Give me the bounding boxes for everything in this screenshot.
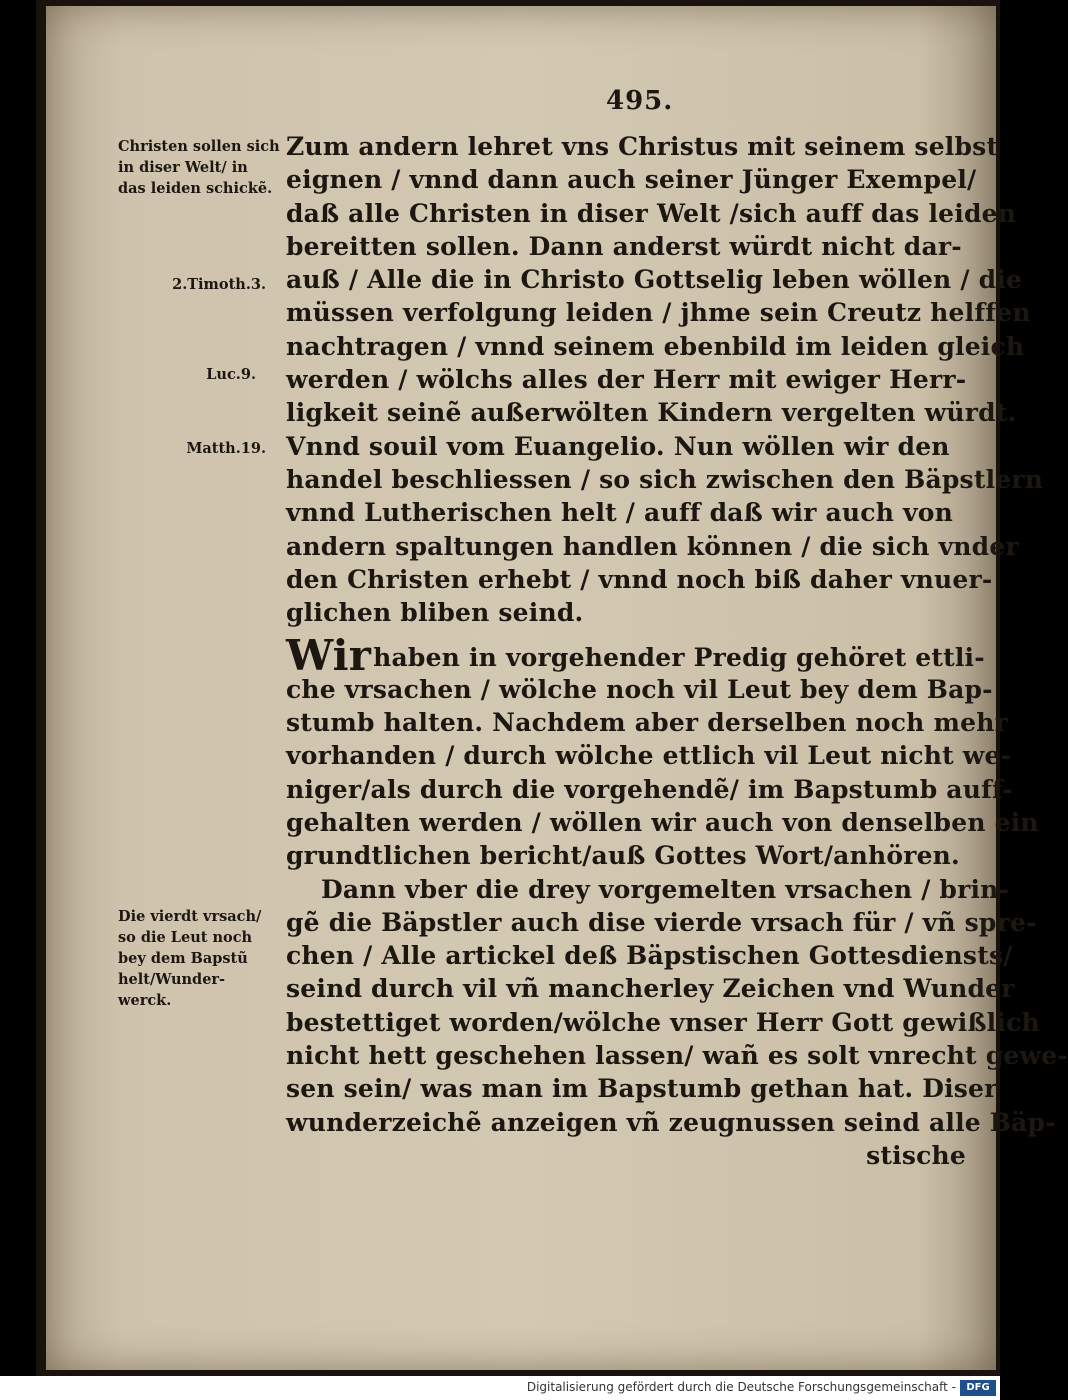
marginal-ref-timoth: 2.Timoth.3. <box>172 276 266 293</box>
text-line: haben in vorgehender Predig gehöret ettli- <box>373 643 985 673</box>
page-number: 495. <box>606 86 674 116</box>
text-line: wunderzeichẽ anzeigen vñ zeugnussen seind alle Bäp- <box>286 1107 1056 1137</box>
text-line: eignen / vnnd dann auch seiner Jünger Exempel/ <box>286 165 977 195</box>
text-line: auß / Alle die in Christo Gottselig leben wöllen / die <box>286 265 1023 295</box>
text-line: nicht hett geschehen lassen/ wañ es solt vnrecht gewe- <box>286 1041 1068 1071</box>
text-line: Dann vber die drey vorgemelten vrsachen / brin- <box>321 874 1010 904</box>
text-line: bereitten sollen. Dann anderst würdt nicht dar- <box>286 231 962 261</box>
marginal-line: bey dem Bapstũ <box>118 950 248 967</box>
text-line: den Christen erhebt / vnnd noch biß daher vnuer- <box>286 564 993 594</box>
marginal-line: Die vierdt vrsach/ <box>118 908 262 925</box>
marginal-line: helt/Wunder- <box>118 971 226 988</box>
text-line: glichen bliben seind. <box>286 598 584 628</box>
text-line: grundtlichen bericht/auß Gottes Wort/anhören. <box>286 841 960 871</box>
drop-initial: Wir <box>286 631 372 681</box>
marginal-line: in diser Welt/ in <box>118 159 248 176</box>
text-line: vorhanden / durch wölche ettlich vil Leut nicht we- <box>286 741 1012 771</box>
text-line: niger/als durch die vorgehendẽ/ im Bapstumb auff- <box>286 774 1013 804</box>
text-line: Vnnd souil vom Euangelio. Nun wöllen wir den <box>286 431 950 461</box>
marginal-line: das leiden schickẽ. <box>118 180 273 197</box>
footer-bar <box>0 1376 1000 1400</box>
marginal-line: so die Leut noch <box>118 929 253 946</box>
text-line: stumb halten. Nachdem aber derselben noch mehr <box>286 708 1008 738</box>
text-line: ligkeit seinẽ außerwölten Kindern vergelten würdt. <box>286 398 1017 428</box>
text-line: vnnd Lutherischen helt / auff daß wir auch von <box>286 498 953 528</box>
text-line: seind durch vil vñ mancherley Zeichen vnd Wunder <box>286 974 1015 1004</box>
marginal-line: Christen sollen sich <box>118 138 280 155</box>
text-line: Zum andern lehret vns Christus mit seinem selbst <box>286 132 999 161</box>
text-line: bestettiget worden/wölche vnser Herr Gott gewißlich <box>286 1007 1040 1037</box>
text-line: werden / wölchs alles der Herr mit ewiger Herr- <box>286 365 967 395</box>
funding-credit: Digitalisierung gefördert durch die Deutsche Forschungsgemeinschaft - <box>526 1380 956 1394</box>
text-line: gẽ die Bäpstler auch dise vierde vrsach für / vñ spre- <box>286 907 1037 937</box>
text-line: che vrsachen / wölche noch vil Leut bey dem Bap- <box>286 674 993 704</box>
scan-frame <box>36 0 1068 1376</box>
marginal-note-vierdt-vrsach <box>118 906 288 1011</box>
text-line: müssen verfolgung leiden / jhme sein Creutz helffen <box>286 298 1031 328</box>
dfg-logo: DFG <box>960 1380 996 1396</box>
body-text <box>286 130 1068 1172</box>
marginal-ref-matth: Matth.19. <box>186 440 266 457</box>
book-page <box>46 6 1068 1370</box>
marginal-ref-luc: Luc.9. <box>206 366 256 383</box>
text-line: nachtragen / vnnd seinem ebenbild im leiden gleich <box>286 331 1025 361</box>
marginal-note-christen <box>118 136 288 199</box>
marginal-line: werck. <box>118 992 172 1009</box>
text-line: gehalten werden / wöllen wir auch von denselben ein <box>286 807 1039 837</box>
catchword: stische <box>866 1140 966 1170</box>
text-line: chen / Alle artickel deß Bäpstischen Gottesdiensts/ <box>286 941 1013 971</box>
text-line-with-initial <box>286 631 985 681</box>
text-line: andern spaltungen handlen können / die sich vnder <box>286 531 1019 561</box>
text-line: daß alle Christen in diser Welt /sich auff das leiden <box>286 198 1017 228</box>
text-line: sen sein/ was man im Bapstumb gethan hat. Diser <box>286 1074 998 1104</box>
text-line: handel beschliessen / so sich zwischen den Bäpstlern <box>286 464 1044 494</box>
